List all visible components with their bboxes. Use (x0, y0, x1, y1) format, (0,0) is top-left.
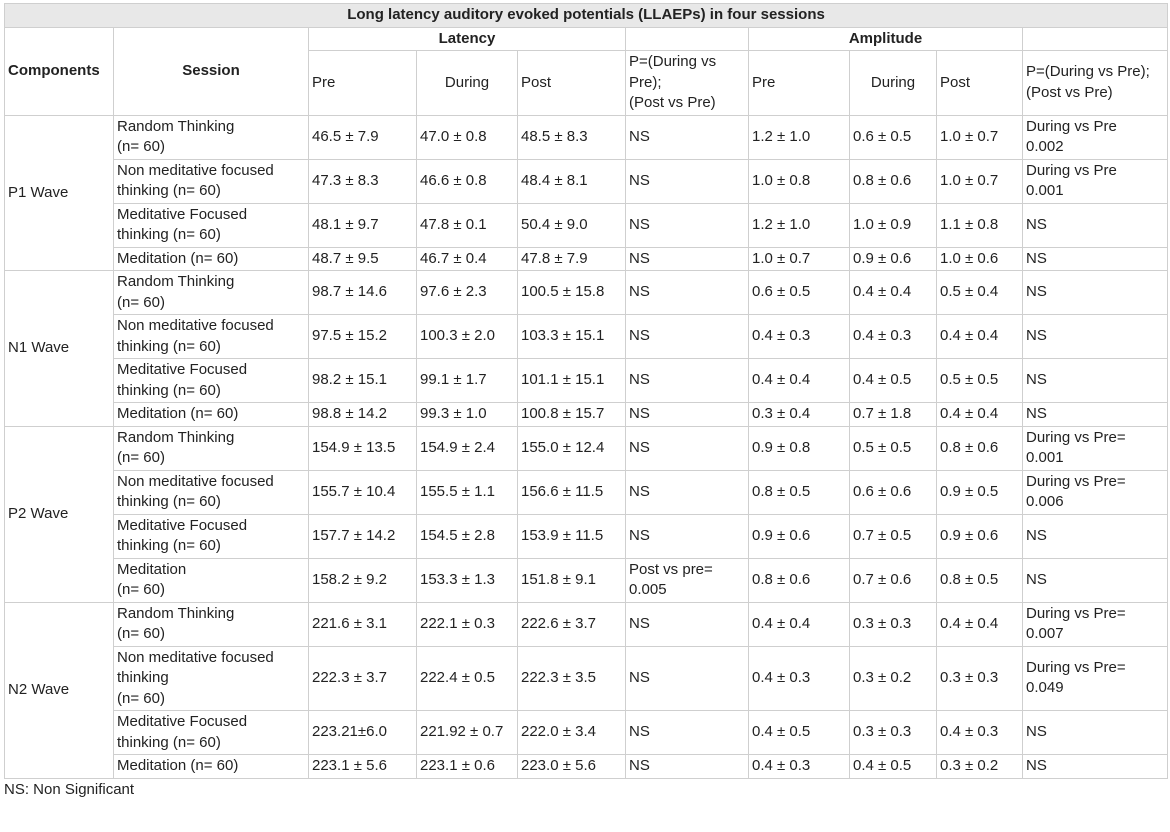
amp-post-cell: 1.0 ± 0.7 (937, 159, 1023, 203)
lat-post-cell: 153.9 ± 11.5 (518, 514, 626, 558)
lat-post-cell: 156.6 ± 11.5 (518, 470, 626, 514)
lat-post-cell: 223.0 ± 5.6 (518, 755, 626, 779)
component-cell: N2 Wave (5, 602, 114, 778)
amp-post-cell: 0.9 ± 0.6 (937, 514, 1023, 558)
header-latency: Latency (309, 27, 626, 51)
session-cell: Random Thinking (n= 60) (114, 426, 309, 470)
lat-p-cell: Post vs pre= 0.005 (626, 558, 749, 602)
amp-pre-cell: 0.4 ± 0.4 (749, 602, 850, 646)
lat-during-cell: 222.1 ± 0.3 (417, 602, 518, 646)
amp-post-cell: 0.4 ± 0.3 (937, 711, 1023, 755)
lat-pre-cell: 155.7 ± 10.4 (309, 470, 417, 514)
lat-during-cell: 221.92 ± 0.7 (417, 711, 518, 755)
header-amplitude: Amplitude (749, 27, 1023, 51)
table-title: Long latency auditory evoked potentials (LLAEPs) in four sessions (5, 4, 1168, 28)
amp-during-cell: 0.4 ± 0.5 (850, 755, 937, 779)
lat-pre-cell: 223.21±6.0 (309, 711, 417, 755)
amp-post-cell: 0.4 ± 0.4 (937, 315, 1023, 359)
lat-pre-cell: 97.5 ± 15.2 (309, 315, 417, 359)
footnote: NS: Non Significant (4, 780, 135, 798)
amp-p-cell: During vs Pre= 0.006 (1023, 470, 1168, 514)
amp-pre-cell: 1.0 ± 0.8 (749, 159, 850, 203)
lat-pre-cell: 98.8 ± 14.2 (309, 403, 417, 427)
amp-post-cell: 1.1 ± 0.8 (937, 203, 1023, 247)
amp-pre-cell: 1.2 ± 1.0 (749, 203, 850, 247)
lat-during-cell: 46.6 ± 0.8 (417, 159, 518, 203)
amp-during-cell: 0.7 ± 0.5 (850, 514, 937, 558)
amp-post-cell: 1.0 ± 0.6 (937, 247, 1023, 271)
lat-p-cell: NS (626, 247, 749, 271)
amp-post-cell: 0.4 ± 0.4 (937, 602, 1023, 646)
amp-post-cell: 1.0 ± 0.7 (937, 115, 1023, 159)
session-cell: Meditation (n= 60) (114, 403, 309, 427)
amp-p-cell: NS (1023, 558, 1168, 602)
lat-post-cell: 47.8 ± 7.9 (518, 247, 626, 271)
lat-during-cell: 155.5 ± 1.1 (417, 470, 518, 514)
header-amplitude-post: Post (937, 51, 1023, 116)
lat-p-cell: NS (626, 315, 749, 359)
amp-during-cell: 0.4 ± 0.4 (850, 271, 937, 315)
table-row (5, 711, 1168, 755)
lat-pre-cell: 157.7 ± 14.2 (309, 514, 417, 558)
table-row (5, 558, 1168, 602)
table-row (5, 403, 1168, 427)
amp-p-cell: NS (1023, 247, 1168, 271)
lat-pre-cell: 46.5 ± 7.9 (309, 115, 417, 159)
lat-p-cell: NS (626, 711, 749, 755)
amp-during-cell: 0.6 ± 0.6 (850, 470, 937, 514)
lat-during-cell: 47.0 ± 0.8 (417, 115, 518, 159)
amp-during-cell: 0.4 ± 0.3 (850, 315, 937, 359)
amp-post-cell: 0.5 ± 0.4 (937, 271, 1023, 315)
lat-p-cell: NS (626, 514, 749, 558)
table-row (5, 646, 1168, 711)
amp-p-cell: NS (1023, 203, 1168, 247)
lat-p-cell: NS (626, 470, 749, 514)
amp-pre-cell: 1.0 ± 0.7 (749, 247, 850, 271)
amp-p-cell: During vs Pre= 0.007 (1023, 602, 1168, 646)
session-cell: Non meditative focused thinking (n= 60) (114, 646, 309, 711)
amp-p-cell: During vs Pre 0.002 (1023, 115, 1168, 159)
header-latency-pre: Pre (309, 51, 417, 116)
lat-post-cell: 100.5 ± 15.8 (518, 271, 626, 315)
amp-during-cell: 0.5 ± 0.5 (850, 426, 937, 470)
lat-pre-cell: 48.7 ± 9.5 (309, 247, 417, 271)
lat-during-cell: 99.3 ± 1.0 (417, 403, 518, 427)
amp-pre-cell: 0.9 ± 0.8 (749, 426, 850, 470)
lat-during-cell: 97.6 ± 2.3 (417, 271, 518, 315)
header-blank-latency (626, 27, 749, 51)
session-cell: Non meditative focused thinking (n= 60) (114, 470, 309, 514)
amp-during-cell: 0.8 ± 0.6 (850, 159, 937, 203)
lat-p-cell: NS (626, 203, 749, 247)
lat-pre-cell: 48.1 ± 9.7 (309, 203, 417, 247)
table-row (5, 203, 1168, 247)
lat-p-cell: NS (626, 403, 749, 427)
header-latency-p: P=(During vs Pre); (Post vs Pre) (626, 51, 749, 116)
session-cell: Random Thinking (n= 60) (114, 271, 309, 315)
lat-post-cell: 222.0 ± 3.4 (518, 711, 626, 755)
amp-p-cell: NS (1023, 315, 1168, 359)
amp-post-cell: 0.5 ± 0.5 (937, 359, 1023, 403)
session-cell: Non meditative focused thinking (n= 60) (114, 315, 309, 359)
session-cell: Meditation (n= 60) (114, 247, 309, 271)
session-cell: Meditative Focused thinking (n= 60) (114, 359, 309, 403)
table-row (5, 470, 1168, 514)
amp-during-cell: 1.0 ± 0.9 (850, 203, 937, 247)
lat-pre-cell: 221.6 ± 3.1 (309, 602, 417, 646)
table-row (5, 271, 1168, 315)
lat-pre-cell: 158.2 ± 9.2 (309, 558, 417, 602)
lat-p-cell: NS (626, 115, 749, 159)
lat-during-cell: 154.5 ± 2.8 (417, 514, 518, 558)
lat-during-cell: 223.1 ± 0.6 (417, 755, 518, 779)
session-cell: Meditation (n= 60) (114, 558, 309, 602)
session-cell: Meditation (n= 60) (114, 755, 309, 779)
amp-during-cell: 0.3 ± 0.3 (850, 602, 937, 646)
header-latency-post: Post (518, 51, 626, 116)
amp-post-cell: 0.8 ± 0.6 (937, 426, 1023, 470)
table-row (5, 755, 1168, 779)
lat-during-cell: 153.3 ± 1.3 (417, 558, 518, 602)
table-row (5, 602, 1168, 646)
amp-pre-cell: 0.3 ± 0.4 (749, 403, 850, 427)
llaep-table (4, 3, 1168, 779)
session-cell: Non meditative focused thinking (n= 60) (114, 159, 309, 203)
amp-p-cell: NS (1023, 403, 1168, 427)
amp-during-cell: 0.7 ± 0.6 (850, 558, 937, 602)
header-amplitude-during: During (850, 51, 937, 116)
amp-pre-cell: 0.4 ± 0.4 (749, 359, 850, 403)
session-cell: Meditative Focused thinking (n= 60) (114, 514, 309, 558)
lat-p-cell: NS (626, 359, 749, 403)
component-cell: P1 Wave (5, 115, 114, 271)
lat-p-cell: NS (626, 755, 749, 779)
table-container (4, 3, 1167, 798)
table-row (5, 247, 1168, 271)
amp-pre-cell: 0.8 ± 0.5 (749, 470, 850, 514)
lat-during-cell: 222.4 ± 0.5 (417, 646, 518, 711)
lat-post-cell: 222.6 ± 3.7 (518, 602, 626, 646)
table-body (5, 115, 1168, 778)
lat-during-cell: 46.7 ± 0.4 (417, 247, 518, 271)
lat-post-cell: 151.8 ± 9.1 (518, 558, 626, 602)
header-latency-during: During (417, 51, 518, 116)
lat-during-cell: 154.9 ± 2.4 (417, 426, 518, 470)
lat-during-cell: 99.1 ± 1.7 (417, 359, 518, 403)
amp-pre-cell: 0.9 ± 0.6 (749, 514, 850, 558)
amp-p-cell: During vs Pre 0.001 (1023, 159, 1168, 203)
lat-post-cell: 101.1 ± 15.1 (518, 359, 626, 403)
header-components: Components (5, 27, 114, 115)
header-amplitude-pre: Pre (749, 51, 850, 116)
table-row (5, 115, 1168, 159)
lat-during-cell: 100.3 ± 2.0 (417, 315, 518, 359)
lat-post-cell: 48.4 ± 8.1 (518, 159, 626, 203)
lat-post-cell: 48.5 ± 8.3 (518, 115, 626, 159)
header-session: Session (114, 27, 309, 115)
amp-p-cell: NS (1023, 711, 1168, 755)
table-row (5, 514, 1168, 558)
amp-p-cell: NS (1023, 755, 1168, 779)
amp-during-cell: 0.3 ± 0.2 (850, 646, 937, 711)
amp-p-cell: NS (1023, 514, 1168, 558)
amp-pre-cell: 0.8 ± 0.6 (749, 558, 850, 602)
amp-pre-cell: 1.2 ± 1.0 (749, 115, 850, 159)
table-row (5, 359, 1168, 403)
lat-p-cell: NS (626, 646, 749, 711)
amp-p-cell: NS (1023, 359, 1168, 403)
amp-post-cell: 0.8 ± 0.5 (937, 558, 1023, 602)
component-cell: N1 Wave (5, 271, 114, 427)
amp-post-cell: 0.3 ± 0.2 (937, 755, 1023, 779)
amp-during-cell: 0.7 ± 1.8 (850, 403, 937, 427)
session-cell: Meditative Focused thinking (n= 60) (114, 203, 309, 247)
table-row (5, 426, 1168, 470)
amp-during-cell: 0.6 ± 0.5 (850, 115, 937, 159)
lat-pre-cell: 98.7 ± 14.6 (309, 271, 417, 315)
amp-p-cell: NS (1023, 271, 1168, 315)
lat-p-cell: NS (626, 426, 749, 470)
amp-pre-cell: 0.4 ± 0.3 (749, 646, 850, 711)
header-amplitude-p: P=(During vs Pre); (Post vs Pre) (1023, 51, 1168, 116)
amp-pre-cell: 0.4 ± 0.5 (749, 711, 850, 755)
lat-during-cell: 47.8 ± 0.1 (417, 203, 518, 247)
table-row (5, 315, 1168, 359)
lat-p-cell: NS (626, 159, 749, 203)
amp-post-cell: 0.9 ± 0.5 (937, 470, 1023, 514)
component-cell: P2 Wave (5, 426, 114, 602)
lat-post-cell: 100.8 ± 15.7 (518, 403, 626, 427)
amp-pre-cell: 0.4 ± 0.3 (749, 755, 850, 779)
lat-p-cell: NS (626, 271, 749, 315)
lat-pre-cell: 47.3 ± 8.3 (309, 159, 417, 203)
lat-pre-cell: 222.3 ± 3.7 (309, 646, 417, 711)
session-cell: Random Thinking (n= 60) (114, 115, 309, 159)
session-cell: Meditative Focused thinking (n= 60) (114, 711, 309, 755)
lat-post-cell: 50.4 ± 9.0 (518, 203, 626, 247)
lat-post-cell: 222.3 ± 3.5 (518, 646, 626, 711)
lat-post-cell: 103.3 ± 15.1 (518, 315, 626, 359)
amp-p-cell: During vs Pre= 0.049 (1023, 646, 1168, 711)
session-cell: Random Thinking (n= 60) (114, 602, 309, 646)
table-row (5, 159, 1168, 203)
lat-pre-cell: 98.2 ± 15.1 (309, 359, 417, 403)
amp-pre-cell: 0.4 ± 0.3 (749, 315, 850, 359)
amp-post-cell: 0.4 ± 0.4 (937, 403, 1023, 427)
lat-pre-cell: 223.1 ± 5.6 (309, 755, 417, 779)
amp-p-cell: During vs Pre= 0.001 (1023, 426, 1168, 470)
amp-during-cell: 0.9 ± 0.6 (850, 247, 937, 271)
lat-pre-cell: 154.9 ± 13.5 (309, 426, 417, 470)
lat-post-cell: 155.0 ± 12.4 (518, 426, 626, 470)
header-blank-amplitude (1023, 27, 1168, 51)
lat-p-cell: NS (626, 602, 749, 646)
amp-post-cell: 0.3 ± 0.3 (937, 646, 1023, 711)
amp-pre-cell: 0.6 ± 0.5 (749, 271, 850, 315)
amp-during-cell: 0.4 ± 0.5 (850, 359, 937, 403)
amp-during-cell: 0.3 ± 0.3 (850, 711, 937, 755)
